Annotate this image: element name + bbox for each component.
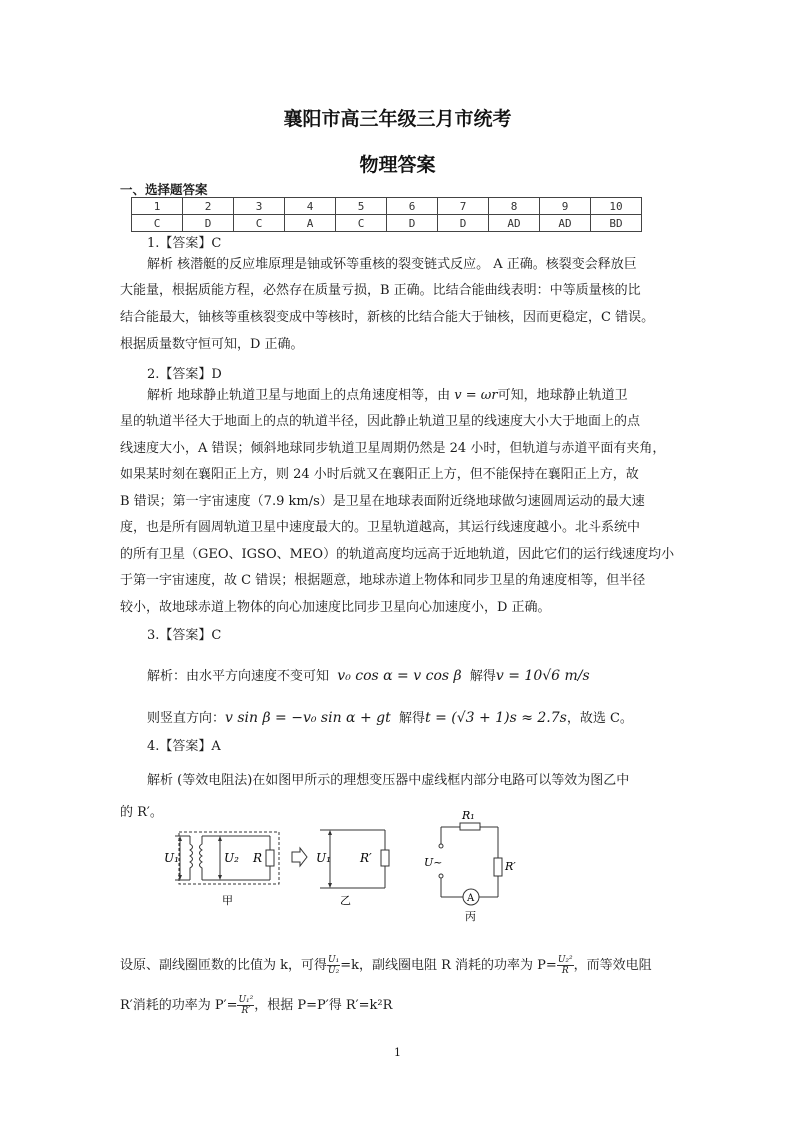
q2-answer-label: 2.【答案】D — [147, 367, 222, 382]
q4-line-4 — [120, 995, 392, 1016]
q1-line: 结合能最大，铀核等重核裂变成中等核时，新核的比结合能大于铀核，因而更稳定，C 错误。 — [120, 310, 655, 325]
q3-result-v: v = 10√6 m/s — [495, 668, 590, 684]
question-number: 10 — [591, 198, 642, 215]
resistor-r1-icon — [460, 823, 480, 830]
q4-answer-label: 4.【答案】A — [147, 739, 221, 754]
question-number: 7 — [438, 198, 489, 215]
caption-yi: 乙 — [340, 894, 351, 907]
label-r-prime: R′ — [505, 860, 516, 873]
question-answer: D — [438, 215, 489, 232]
answer-table-number-row — [132, 198, 642, 215]
label-r-prime: R′ — [360, 851, 372, 865]
q4-line4-text-b: ，根据 P=P′得 R′=k²R — [254, 998, 393, 1013]
q2-line-1 — [147, 387, 628, 405]
q2-line: 星的轨道半径大于地面上的点的轨道半径，因此静止轨道卫星的线速度大小大于地面上的点 — [120, 414, 641, 429]
primary-coil-icon — [190, 836, 193, 880]
q1-line: 大能量，根据质能方程，必然存在质量亏损，B 正确。比结合能曲线表明：中等质量核的比 — [120, 283, 641, 298]
fraction-denominator: R′ — [241, 1006, 251, 1016]
resistor-r-prime-icon — [494, 858, 502, 876]
label-r: R — [253, 851, 263, 865]
q2-line: 如果某时刻在襄阳正上方，则 24 小时后就又在襄阳正上方，但不能保持在襄阳正上方，故 — [120, 467, 639, 482]
q3-line2-end: ，故选 C。 — [566, 711, 633, 726]
label-u1: U₁ — [164, 851, 179, 865]
q2-line: 的所有卫星（GEO、IGSO、MEO）的轨道高度均远高于近地轨道，因此它们的运行线速度均小 — [120, 547, 675, 562]
q4-line3-text-c: ，而等效电阻 — [573, 958, 652, 973]
document-subtitle: 物理答案 — [359, 154, 436, 176]
section-heading-choice: 一、选择题答案 — [120, 182, 208, 197]
fraction-numerator: U₂² — [557, 955, 573, 965]
question-answer: A — [285, 215, 336, 232]
fraction-u1-u2 — [327, 955, 340, 976]
q3-equation-vertical: v sin β = −v₀ sin α + gt — [225, 710, 391, 726]
fraction-denominator: U₂ — [328, 966, 340, 976]
q3-solve-label: 解得 — [469, 669, 496, 684]
secondary-coil-icon — [200, 836, 203, 880]
fraction-u1sq-rprime — [237, 995, 254, 1016]
caption-bing: 丙 — [465, 910, 476, 923]
q3-line2-text: 则竖直方向： — [147, 711, 226, 726]
q3-line-1 — [147, 667, 590, 686]
q3-line-2 — [147, 709, 633, 728]
q2-line: 线速度大小，A 错误；倾斜地球同步轨道卫星周期仍然是 24 小时，但轨道与赤道平面有夹角， — [120, 441, 666, 456]
q1-line: 根据质量数守恒可知，D 正确。 — [120, 337, 304, 352]
label-u1: U₁ — [316, 851, 331, 865]
q4-line-3 — [120, 955, 652, 976]
question-answer: D — [387, 215, 438, 232]
q3-line1-text: 解析：由水平方向速度不变可知 — [147, 669, 330, 684]
q4-line: 解析 (等效电阻法)在如图甲所示的理想变压器中虚线框内部分电路可以等效为图乙中 — [147, 773, 630, 788]
fraction-u2sq-r — [557, 955, 574, 976]
label-u2: U₂ — [224, 851, 239, 865]
q4-line4-text-a: R′消耗的功率为 P′= — [120, 998, 238, 1013]
fraction-numerator: U₁ — [328, 955, 340, 965]
question-answer: AD — [540, 215, 591, 232]
label-r1: R₁ — [462, 809, 475, 822]
question-number: 8 — [489, 198, 540, 215]
q2-line: 度，也是所有圆周轨道卫星中速度最大的。卫星轨道越高，其运行线速度越小。北斗系统中 — [120, 520, 641, 535]
page-number: 1 — [394, 1046, 401, 1059]
q4-line3-text-a: 设原、副线圈匝数的比值为 k，可得 — [120, 958, 328, 973]
caption-jia: 甲 — [222, 894, 233, 907]
question-answer: C — [234, 215, 285, 232]
q2-line: 较小，故地球赤道上物体的向心加速度比同步卫星向心加速度小，D 正确。 — [120, 600, 551, 615]
question-number: 6 — [387, 198, 438, 215]
q3-result-t: t = (√3 + 1)s ≈ 2.7s — [425, 710, 567, 726]
fraction-numerator: U₁² — [238, 995, 254, 1005]
question-number: 1 — [132, 198, 183, 215]
q2-line1-text-b: 可知，地球静止轨道卫 — [497, 388, 628, 403]
answer-table — [131, 197, 642, 232]
q1-answer-label: 1.【答案】C — [147, 236, 222, 251]
resistor-icon — [266, 850, 274, 866]
fraction-denominator: R — [561, 966, 569, 976]
q2-line1-text-a: 解析 地球静止轨道卫星与地面上的点角速度相等，由 — [147, 388, 455, 403]
q4-line3-text-b: =k，副线圈电阻 R 消耗的功率为 P= — [340, 958, 557, 973]
question-number: 3 — [234, 198, 285, 215]
question-answer: C — [336, 215, 387, 232]
answer-table-answer-row — [132, 215, 642, 232]
q1-line: 解析 核潜艇的反应堆原理是铀或钚等重核的裂变链式反应。 A 正确。核裂变会释放巨 — [147, 257, 637, 272]
ammeter-label: A — [467, 893, 475, 904]
question-number: 5 — [336, 198, 387, 215]
circuit-figure-yi-labels — [312, 822, 402, 912]
question-answer: BD — [591, 215, 642, 232]
question-answer: AD — [489, 215, 540, 232]
question-number: 9 — [540, 198, 591, 215]
arrow-right-icon — [292, 848, 307, 866]
q2-line: 于第一宇宙速度，故 C 错误；根据题意，地球赤道上物体和同步卫星的角速度相等，但半径 — [120, 573, 646, 588]
q3-answer-label: 3.【答案】C — [147, 628, 222, 643]
q3-equation-horizontal: v₀ cos α = v cos β — [337, 668, 462, 684]
question-answer: D — [183, 215, 234, 232]
q4-line: 的 R′。 — [120, 805, 163, 820]
question-number: 2 — [183, 198, 234, 215]
document-title: 襄阳市高三年级三月市统考 — [283, 108, 512, 130]
question-answer: C — [132, 215, 183, 232]
question-number: 4 — [285, 198, 336, 215]
label-u-ac: U~ — [424, 856, 443, 869]
q3-solve-label: 解得 — [399, 711, 426, 726]
circuit-figure-bing — [420, 808, 530, 928]
q2-line: B 错误；第一宇宙速度（7.9 km/s）是卫星在地球表面附近绕地球做匀速圆周运动的最大速 — [120, 494, 645, 509]
q2-formula: v = ωr — [454, 388, 498, 403]
